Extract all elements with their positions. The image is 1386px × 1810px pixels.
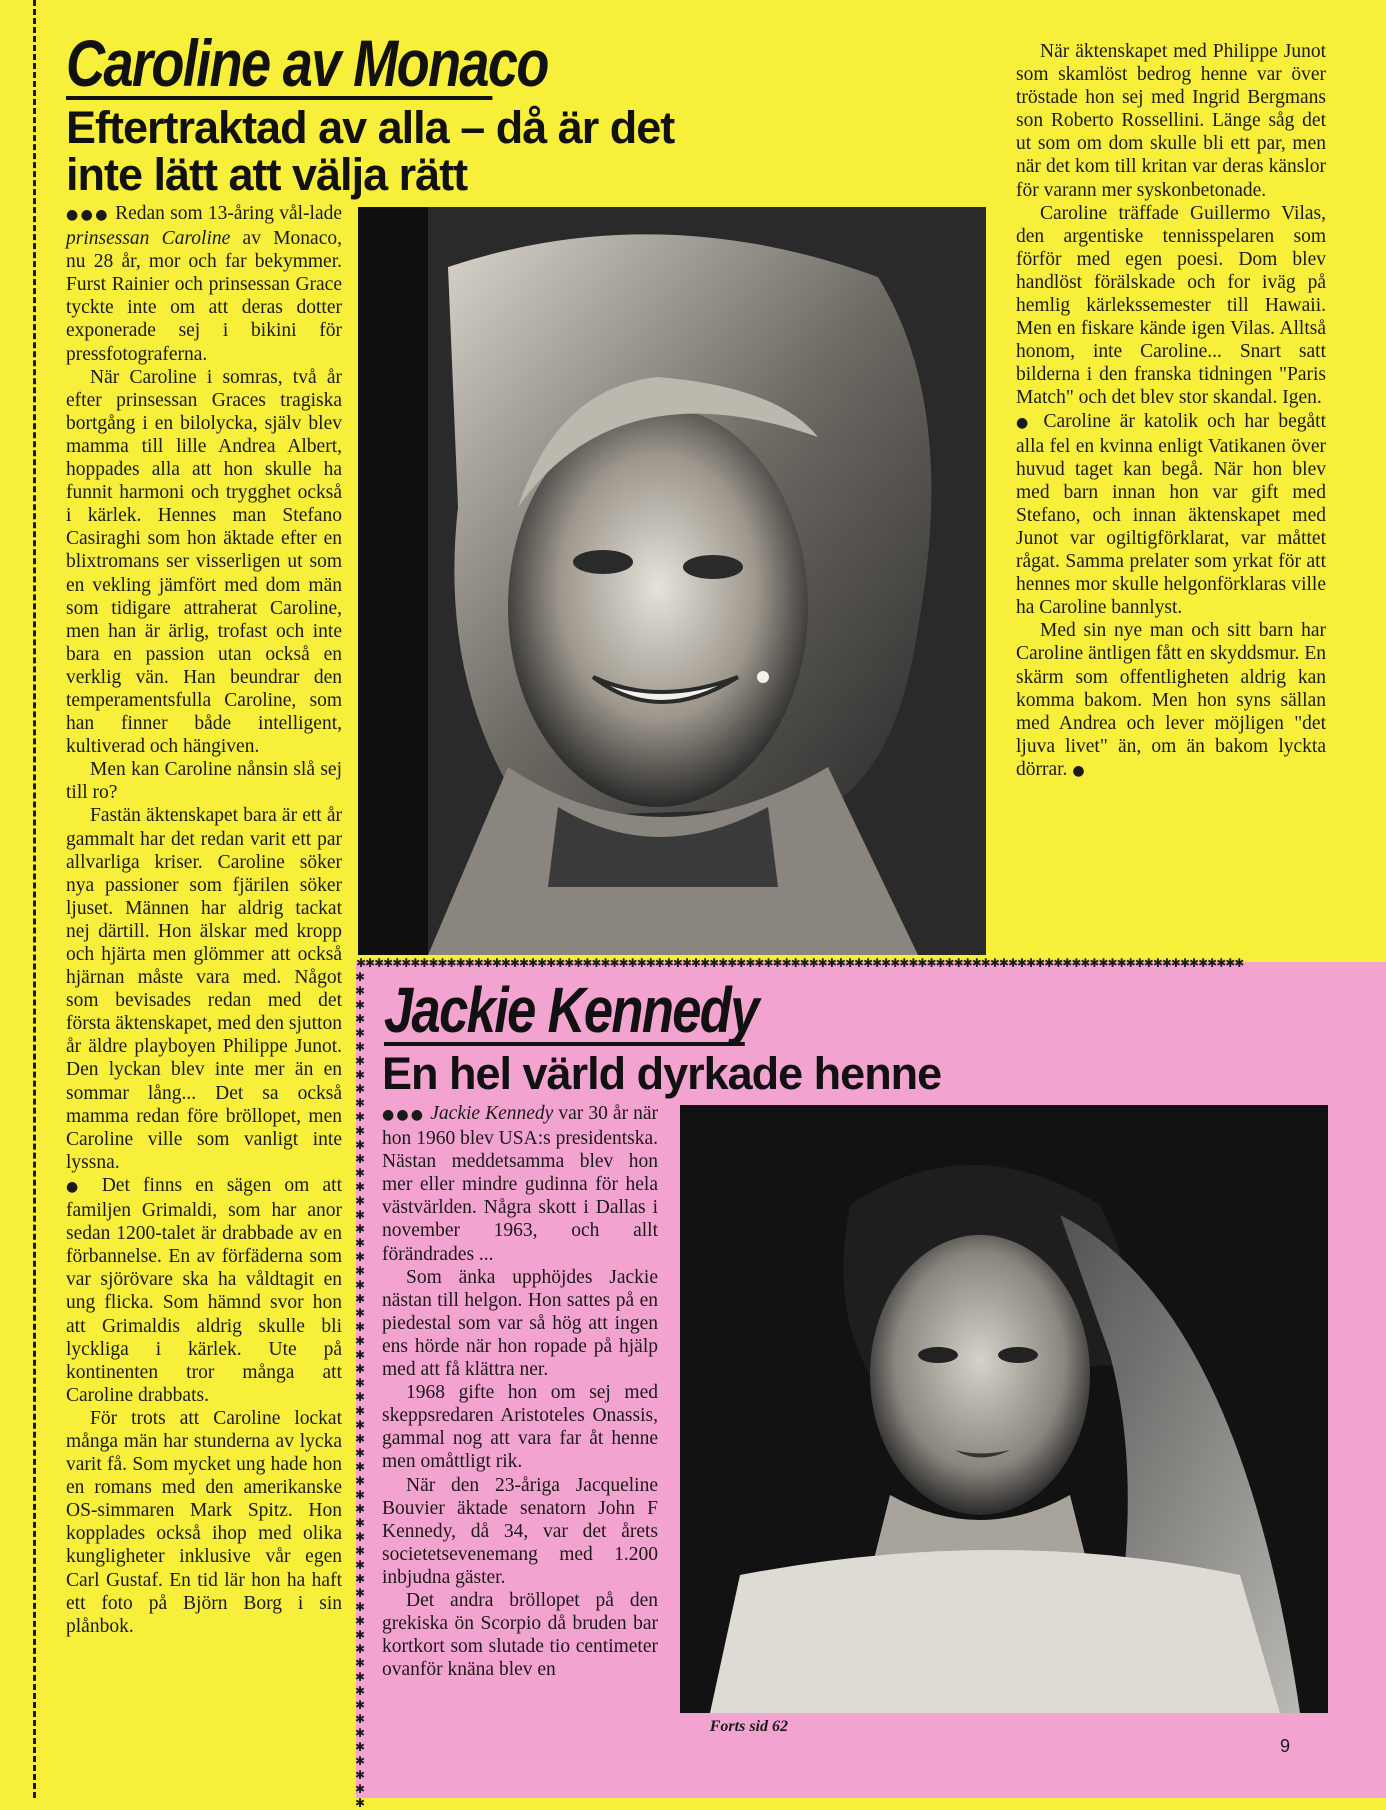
caroline-col2-para-4: Med sin nye man och sitt barn har Caroline äntligen fått en skyddsmur. En skärm som offentligheten aldrig kan komma bakom. Men hon syns sällan med Andrea och lever möjligen "det ljuva livet" än, om än bakom lyckta dörrar. ● <box>1016 620 1326 780</box>
jackie-photo <box>680 1105 1328 1713</box>
jackie-para-1: ●●● Jackie Kennedy var 30 år när hon 1960 blev USA:s presidentska. Nästan meddetsamma blev hon mer eller mindre gudinna för hela västvärlden. Några skott i Dallas i november 1963, och allt förändrades ... <box>382 1103 659 1265</box>
star-border-top: ✱✱✱✱✱✱✱✱✱✱✱✱✱✱✱✱✱✱✱✱✱✱✱✱✱✱✱✱✱✱✱✱✱✱✱✱✱✱✱✱✱✱✱✱✱✱✱✱✱✱✱✱✱✱✱✱✱✱✱✱✱✱✱✱✱✱✱✱✱✱✱✱✱✱✱✱✱✱✱✱✱✱✱✱✱✱✱✱✱✱✱✱✱✱✱✱✱✱ <box>356 956 1244 970</box>
jackie-para-5: Det andra bröllopet på den grekiska ön Scorpio då bruden bar kortkort som slutade tio centimeter ovanför knäna blev en <box>382 1589 658 1681</box>
triple-bullet-icon: ●●● <box>382 1107 426 1123</box>
caroline-col2-para-1: När äktenskapet med Philippe Junot som skamlöst bedrog henne var över tröstade hon sej med Ingrid Bergmans son Roberto Rossellini. Länge såg det ut som om dom skulle bli ett par, men när det kom till kritan var deras känslor för varann mer syskonbetonade. <box>1016 41 1326 201</box>
caroline-photo <box>358 207 986 955</box>
jackie-para-2: Som änka upphöjdes Jackie nästan till helgon. Hon sattes på en piedestal som var så hög att ingen ens hörde när hon ropade på hjälp med att få klättra ner. <box>382 1266 658 1381</box>
jackie-para-3: 1968 gifte hon om sej med skeppsredaren Aristoteles Onassis, gammal nog att vara far åt henne men omåttligt rik. <box>382 1382 658 1473</box>
caroline-column-2 <box>1016 40 1326 783</box>
caroline-col1-para-2: När Caroline i somras, två år efter prinsessan Graces tragiska bortgång i en bilolycka, själv blev mamma till lille Andrea Albert, hoppades alla att hon skulle ha funnit harmoni och trygghet också i kärlek. Hennes man Stefano Casiraghi som hon äktade efter en blixtromans ser visserligen ut som en vekling jämfört med dom män som tidigare attraherat Caroline, men han är ärlig, trofast och inte bara en passion utan också en verklig vän. Han beundrar den temperamentsfulla Caroline, som han finner både intelligent, kultiverad och hängiven. <box>66 366 342 758</box>
bullet-icon: ● <box>1016 414 1035 431</box>
caroline-col1-para-6: För trots att Caroline lockat många män har stunderna av lycka varit få. Som mycket ung hade hon en romans med den amerikanske OS-simmaren Mark Spitz. Hon kopplades också ihop med olika kungligheter inklusive vår egen Carl Gustaf. En tid lär hon ha haft ett foto på Björn Borg i sin plånbok. <box>66 1407 342 1637</box>
jackie-column <box>382 1102 658 1681</box>
triple-bullet-icon: ●●● <box>66 207 110 223</box>
caroline-col2-para-3: ● Caroline är katolik och har begått alla fel en kvinna enligt Vatikanen över huvud taget kan begå. När hon blev med barn innan hon var gift med Stefano, och innan äktenskapet med Junot var ogiltigförklarat, var måttet rågat. Samma prelater som yrkat för att hennes mor skulle helgonförklaras ville ha Caroline bannlyst. <box>1016 410 1327 619</box>
caroline-col1-para-4: Fastän äktenskapet bara är ett år gammalt har det redan varit ett par allvarliga kriser. Caroline söker nya passioner som fjärilen söker ljuset. Männen har aldrig tackat nej därtill. Hon älskar med kropp och hjärta men glömmer att också hjärnan måste vara med. Något som bevisades redan med det första äktenskapet, med den sjutton år äldre playboyen Philippe Junot. Den lyckan blev inte mer än en sommar lång... Det sa också mamma redan före bröllopet, men Caroline ville som vanligt inte lyssna. <box>66 805 342 1173</box>
star-border-left: ✱✱✱✱✱✱✱✱✱✱✱✱✱✱✱✱✱✱✱✱✱✱✱✱✱✱✱✱✱✱✱✱✱✱✱✱✱✱✱✱✱✱✱✱✱✱✱✱✱✱✱✱✱✱✱✱✱✱✱✱ <box>354 970 366 1810</box>
jackie-headline: En hel värld dyrkade henne <box>382 1048 942 1099</box>
caroline-column-1 <box>66 202 342 1638</box>
caroline-col1-para-1: ●●● Redan som 13-åring vål-lade prinsessan Caroline av Monaco, nu 28 år, mor och far bekymmer. Furst Rainier och prinsessan Grace tyckte inte om att deras dotter exponerade sej i bikini för pressfotograferna. <box>66 203 343 365</box>
caroline-col1-para-5: ● Det finns en sägen om att familjen Grimaldi, som har anor sedan 1200-talet är drabbade av en förbannelse. En av förfäderna som var sjörövare ska ha våldtagit en ung flicka. Som hämnd svor hon att Grimaldis aldrig skulle bli lyckliga i kärlek. Ute på kontinenten tror många att Caroline drabbats. <box>66 1174 343 1406</box>
continued-note: Forts sid 62 <box>709 1718 788 1735</box>
caroline-headline: Eftertraktad av alla – då är det inte lätt att välja rätt <box>66 102 675 201</box>
caroline-col1-para-3: Men kan Caroline nånsin slå sej till ro? <box>66 759 342 804</box>
left-dashed-rule <box>33 0 36 1798</box>
bullet-icon: ● <box>66 1178 89 1195</box>
page-number: 9 <box>1280 1736 1291 1756</box>
caroline-kicker: Caroline av Monaco <box>66 26 548 100</box>
end-bullet-icon: ● <box>1072 762 1087 779</box>
jackie-kicker: Jackie Kennedy <box>384 974 758 1046</box>
jackie-para-4: När den 23-åriga Jacqueline Bouvier äktade senatorn John F Kennedy, då 34, var det årets societetsevenemang med 1.200 inbjudna gäster. <box>382 1474 658 1588</box>
caroline-col2-para-2: Caroline träffade Guillermo Vilas, den argentiske tennisspelaren som förför med egen poesi. Dom blev handlöst förälskade och for iväg på hemlig kärlekssemester till Hawaii. Men en fiskare kände igen Vilas. Alltså honom, inte Caroline... Snart satt bilderna i den franska tidningen "Paris Match" och det blev stor skandal. Igen. <box>1016 202 1326 409</box>
